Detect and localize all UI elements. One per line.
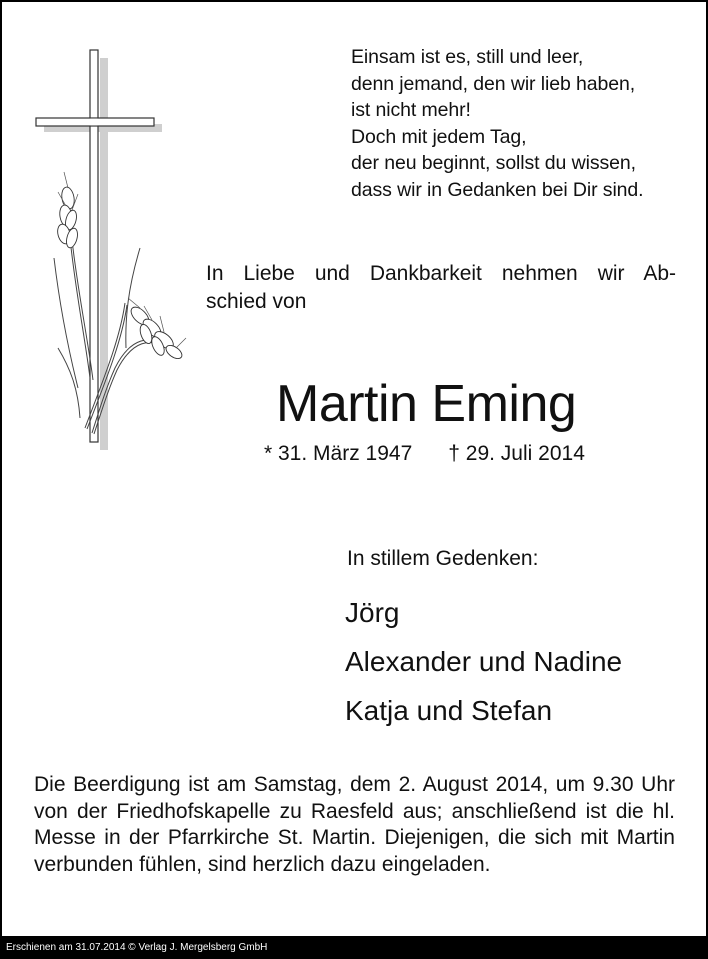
deceased-name: Martin Eming <box>276 375 577 433</box>
life-dates <box>264 440 585 468</box>
mourners-list <box>345 588 622 735</box>
mourner-name: Katja und Stefan <box>345 695 553 726</box>
funeral-details: Die Beerdigung ist am Samstag, dem 2. August 2014, um 9.30 Uhr von der Friedhofskapelle zu Raesfeld aus; anschließend ist die hl. Messe in der Pfarrkirche St. Martin. Diejenigen, die sich mit Martin verbunden fühlen, sind herzlich dazu eingeladen. <box>34 773 675 876</box>
mourner-name: Alexander und Nadine <box>345 646 623 677</box>
publication-footer: Erschienen am 31.07.2014 © Verlag J. Mergelsberg GmbH <box>6 942 268 953</box>
poem-line: denn jemand, den wir lieb haben, <box>351 72 636 95</box>
poem <box>351 44 691 203</box>
cross-with-wheat-icon <box>30 48 190 450</box>
farewell-line: In Liebe und Dankbarkeit nehmen wir Ab- <box>206 262 676 285</box>
poem-line: Einsam ist es, still und leer, <box>351 46 584 68</box>
birth-date: * 31. März 1947 <box>264 442 413 465</box>
poem-line: Doch mit jedem Tag, <box>351 125 527 148</box>
death-date: † 29. Juli 2014 <box>448 442 585 465</box>
poem-line: ist nicht mehr! <box>351 99 471 121</box>
obituary-notice <box>2 2 706 936</box>
poem-line: der neu beginnt, sollst du wissen, <box>351 152 636 174</box>
farewell-text <box>206 260 676 316</box>
poem-line: dass wir in Gedanken bei Dir sind. <box>351 178 644 201</box>
farewell-line: schied von <box>206 290 307 313</box>
mourners-label: In stillem Gedenken: <box>347 547 539 570</box>
mourner-name: Jörg <box>345 597 400 628</box>
